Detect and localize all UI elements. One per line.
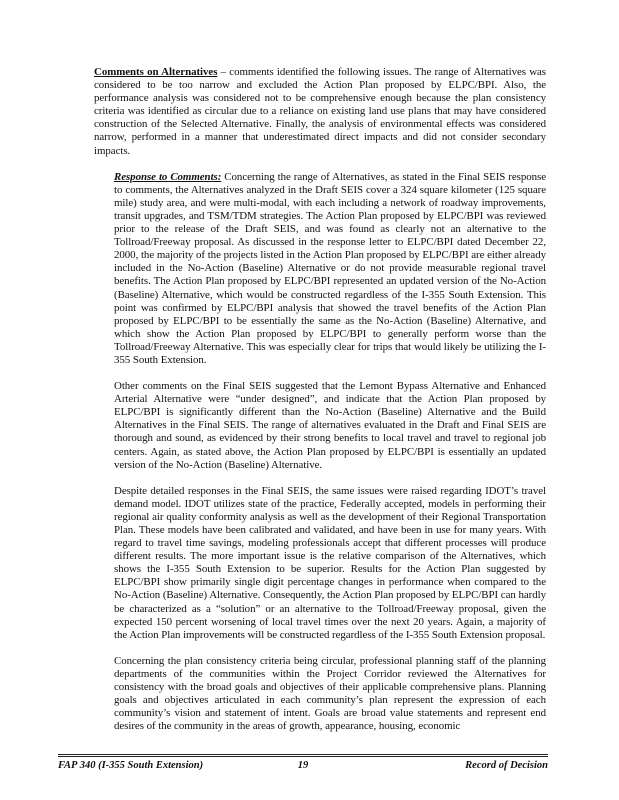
footer-rule-bottom [58,756,548,757]
footer-page-number: 19 [297,760,309,771]
response-paragraph-4: Concerning the plan consistency criteria being circular, professional planning staff of the planning departments of the communities within the Project Corridor reviewed the Alternatives for consistency with the broad goals and objectives of their applicable comprehensive plans. Planning goals and objectives articulated in each community’s plan represent the expression of each community’s vision and statement of intent. Goals are broad value statements and represent end desires of the community in the areas of growth, appearance, housing, economic [114,654,546,733]
response-paragraph-2: Other comments on the Final SEIS suggested that the Lemont Bypass Alternative and Enhanced Arterial Alternative were “under designed”, and indicate that the Action Plan proposed by ELPC/BPI is significantly different than the No-Action (Baseline) Alternative and the Build Alternatives in the Final SEIS. The range of alternatives evaluated in the Draft and Final SEIS are thorough and sound, as evidenced by their strong benefits to local travel and travel to regional job centers. Again, as stated above, the Action Plan proposed by ELPC/BPI is essentially an updated version of the No-Action (Baseline) Alternative. [114,380,546,471]
comments-paragraph [94,66,546,158]
footer-document-title: Record of Decision [465,760,548,771]
response-paragraph-1 [114,171,546,367]
page-body [94,66,546,733]
footer-rule-top [58,754,548,755]
response-paragraph-3: Despite detailed responses in the Final SEIS, the same issues were raised regarding IDOT’s travel demand model. IDOT utilizes state of the practice, Federally accepted, models in performing their regional air quality conformity analysis as well as the development of their Regional Transportation Plan. These models have been calibrated and validated, and have been in use for many years. With regard to travel time savings, modeling professionals accept that different processes will produce different results. The more important issue is the relative comparison of the Alternatives, which shows the I-355 South Extension to be superior. Results for the Action Plan suggested by ELPC/BPI show primarily single digit percentage changes in performance when compared to the No-Action (Baseline) Alternative. Consequently, the Action Plan proposed by ELPC/BPI can hardly be characterized as a “solution” or an alternative to the Tollroad/Freeway proposal, given the expected 150 percent worsening of local travel times over the next 20 years. Again, a majority of the Action Plan improvements will be constructed regardless of the I-355 South Extension proposal. [114,484,546,641]
response-heading: Response to Comments: [114,170,222,183]
comments-text: – comments identified the following issues. The range of Alternatives was considered to be too narrow and excluded the Action Plan proposed by ELPC/BPI. Also, the performance analysis was considered not to be comprehensive enough because the plan consistency criteria was identified as circular due to a reliance on existing land use plans that may have considered construction of the Selected Alternative. Finally, the analysis of environmental effects was considered narrow, performed in a manner that underestimated direct impacts and did not consider secondary impacts. [94,66,546,157]
footer-project: FAP 340 (I-355 South Extension) [58,760,204,771]
comments-heading: Comments on Alternatives [94,66,218,78]
response-text-1: Concerning the range of Alternatives, as stated in the Final SEIS response to comments, the Alternatives analyzed in the Draft SEIS cover a 324 square kilometer (125 square mile) study area, and were multi-modal, with each including a network of roadway improvements, transit upgrades, and TSM/TDM strategies. The Action Plan proposed by ELPC/BPI was reviewed prior to the release of the Draft SEIS, and was found as clearly not an alternative to the Tollroad/Freeway proposal. As discussed in the response letter to ELPC/BPI dated December 22, 2000, the majority of the projects listed in the Action Plan proposed by ELPC/BPI are either already included in the No-Action (Baseline) Alternative or do not provide measurable regional travel benefits. The Action Plan proposed by ELPC/BPI represented an updated version of the No-Action (Baseline) Alternative, which would be constructed regardless of the I-355 South Extension. This point was confirmed by ELPC/BPI analysis that showed the travel benefits of the Action Plan proposed by ELPC/BPI to be essentially the same as the No-Action (Baseline) Alternative, and which show the Action Plan proposed by ELPC/BPI to generally perform worse than the Tollroad/Freeway Alternative. This was especially clear for trips that would likely be utilizing the I-355 South Extension. [114,170,547,366]
